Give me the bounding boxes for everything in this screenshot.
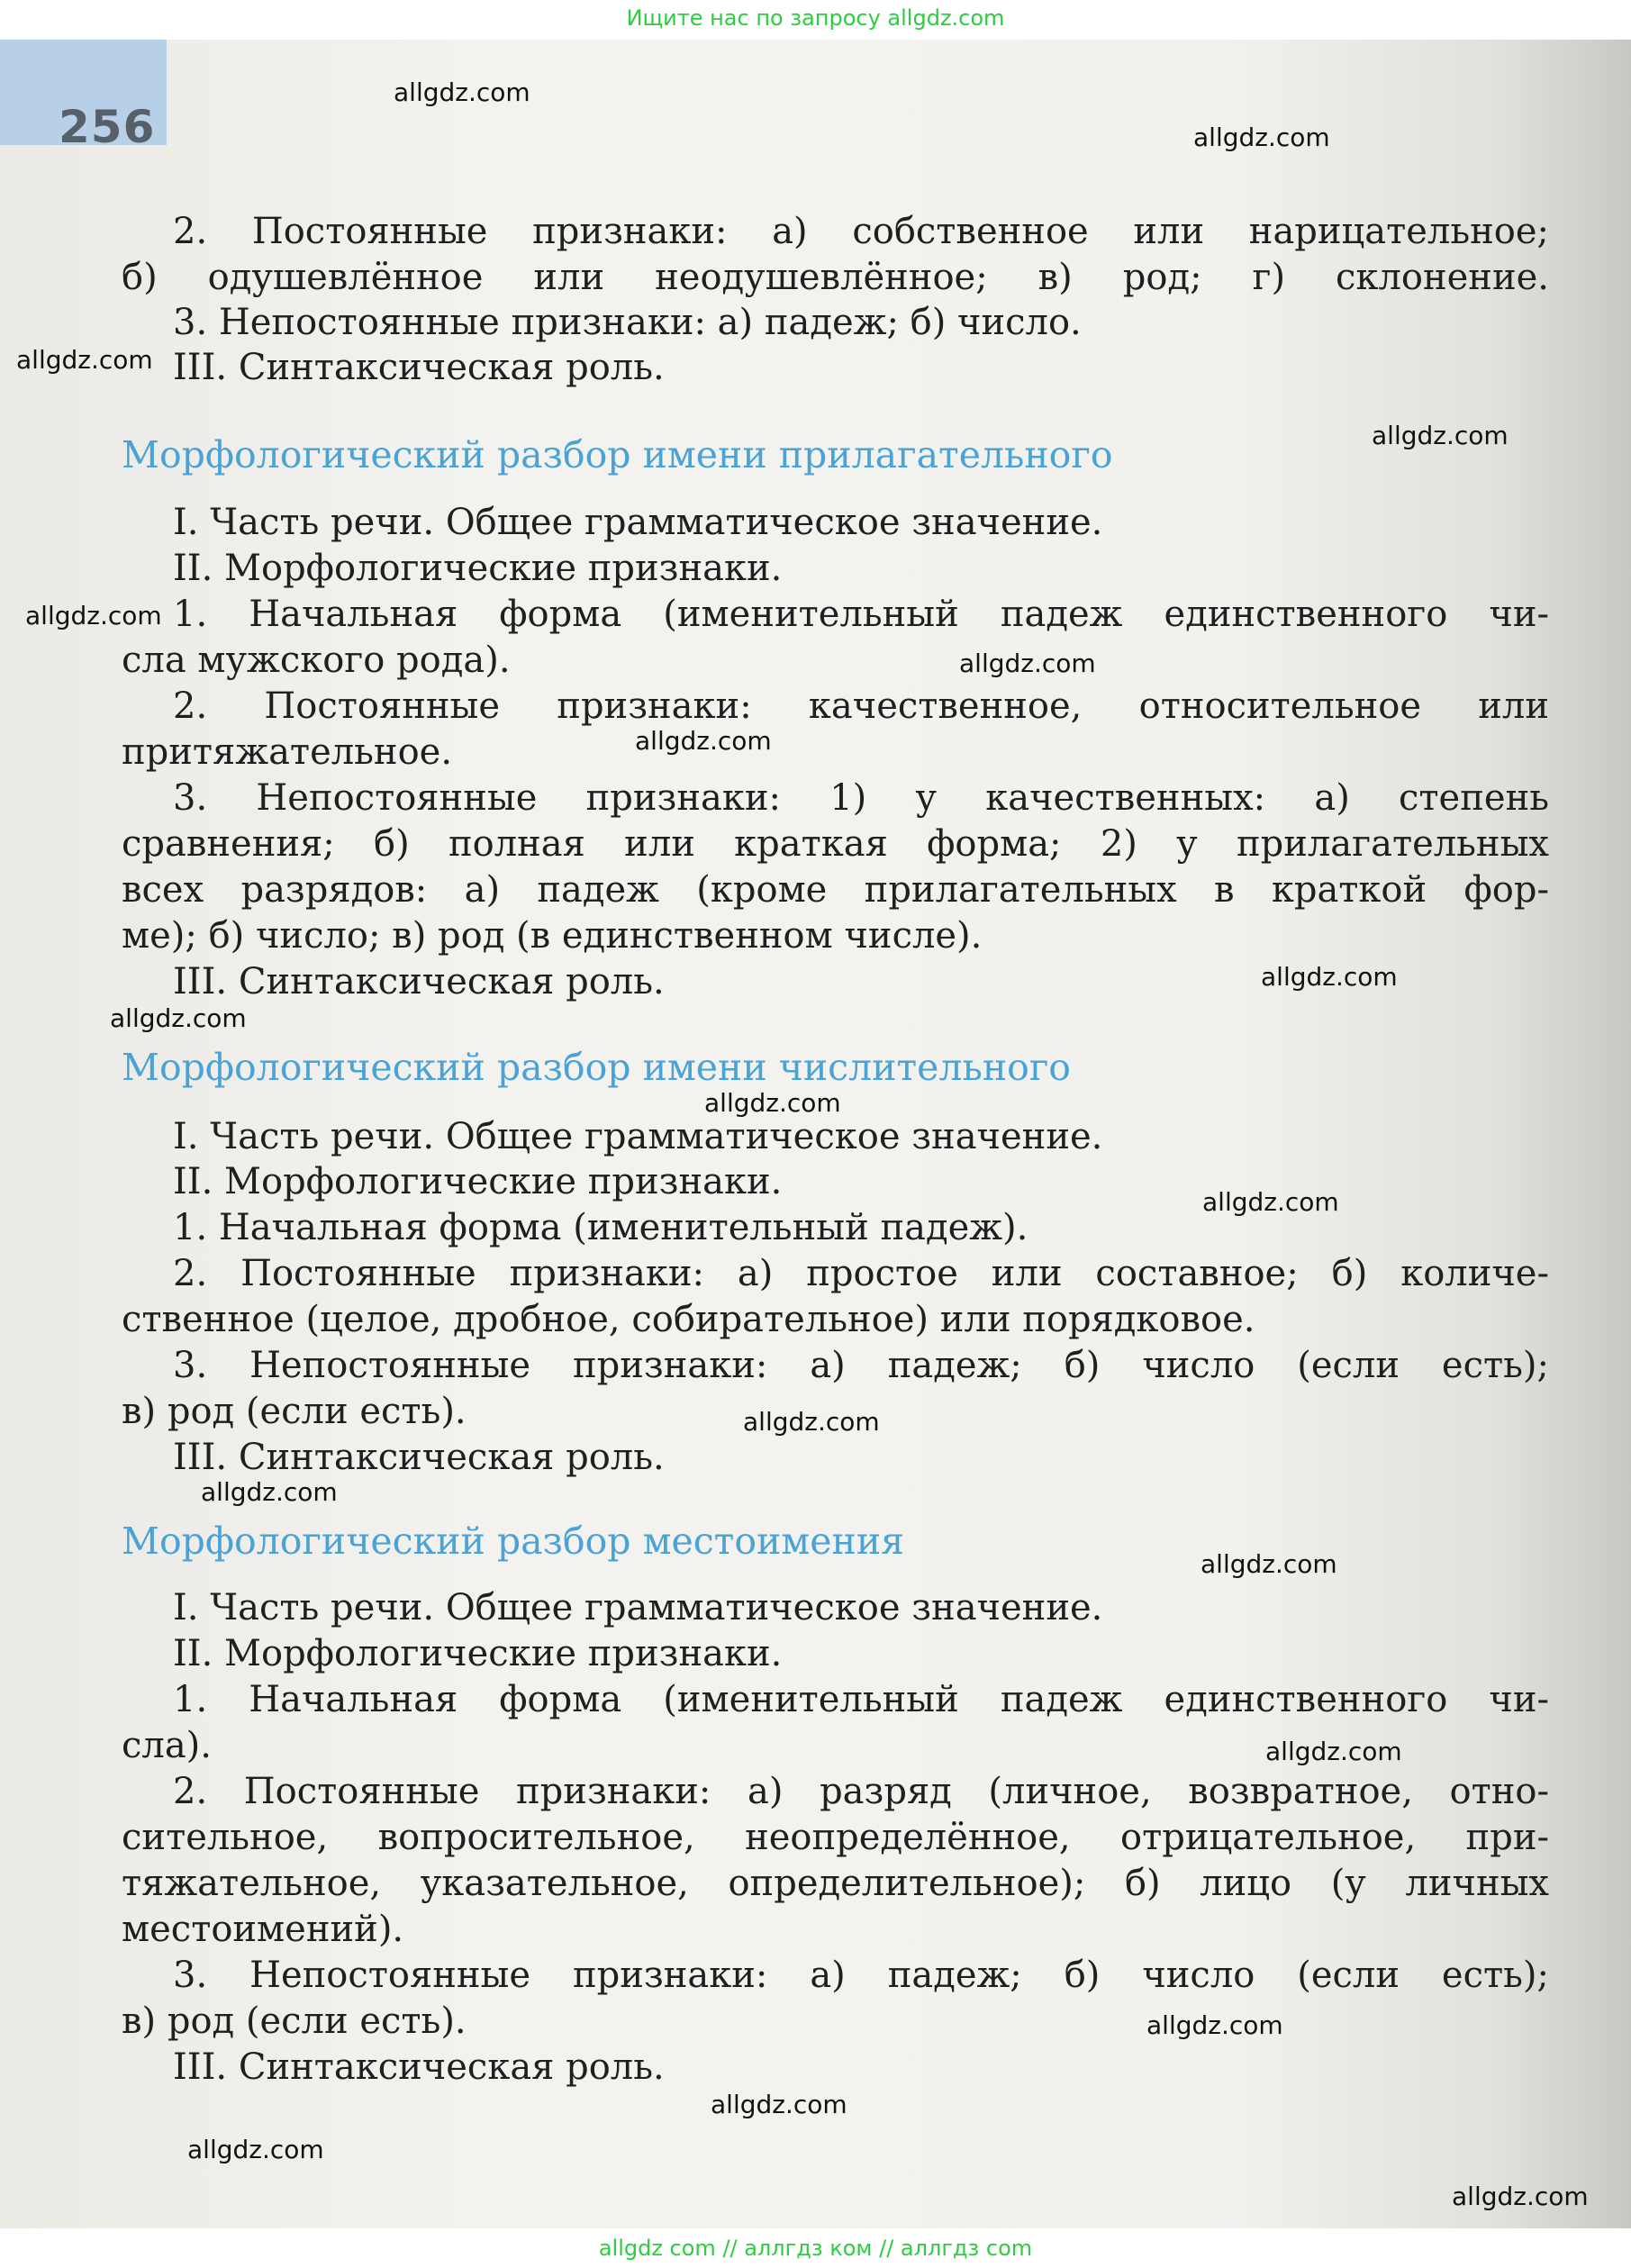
watermark: allgdz.com xyxy=(959,649,1096,678)
text-line: сравнения; б) полная или краткая форма; 2) у прилагательных xyxy=(122,823,1549,865)
top-banner[interactable]: Ищите нас по запросу allgdz.com xyxy=(0,0,1631,40)
text-line: ме); б) число; в) род (в единственном числе). xyxy=(122,915,983,957)
text-line: местоимений). xyxy=(122,1909,404,1950)
text-line: III. Синтаксическая роль. xyxy=(173,1437,665,1478)
page-number: 256 xyxy=(59,101,156,153)
watermark: allgdz.com xyxy=(187,2135,324,2164)
text-line: II. Морфологические признаки. xyxy=(173,1633,783,1674)
text-line: 3. Непостоянные признаки: а) падеж; б) число (если есть); xyxy=(173,1955,1549,1996)
text-line: I. Часть речи. Общее грамматическое значение. xyxy=(173,1116,1103,1157)
text-line: всех разрядов: а) падеж (кроме прилагательных в краткой фор- xyxy=(122,869,1549,911)
text-line: III. Синтаксическая роль. xyxy=(173,2046,665,2088)
section-heading-numeral: Морфологический разбор имени числительного xyxy=(122,1046,1071,1089)
watermark: allgdz.com xyxy=(25,601,162,631)
watermark: allgdz.com xyxy=(1265,1737,1402,1766)
text-line: 3. Непостоянные признаки: 1) у качественных: а) степень xyxy=(173,777,1549,819)
text-line: II. Морфологические признаки. xyxy=(173,1161,783,1202)
text-line: сительное, вопросительное, неопределённое, отрицательное, при- xyxy=(122,1817,1549,1858)
text-line: 3. Непостоянные признаки: а) падеж; б) число (если есть); xyxy=(173,1345,1549,1386)
text-line: 1. Начальная форма (именительный падеж единственного чи- xyxy=(173,1679,1549,1720)
section-heading-adjective: Морфологический разбор имени прилагательного xyxy=(122,433,1113,476)
watermark: allgdz.com xyxy=(1146,2010,1283,2040)
text-line: 2. Постоянные признаки: качественное, относительное или xyxy=(173,685,1549,727)
text-line: ственное (целое, дробное, собирательное) или порядковое. xyxy=(122,1299,1255,1340)
watermark: allgdz.com xyxy=(1201,1549,1337,1579)
text-line: 1. Начальная форма (именительный падеж единственного чи- xyxy=(173,594,1549,635)
text-line: 2. Постоянные признаки: а) собственное или нарицательное; xyxy=(173,211,1549,252)
text-line: в) род (если есть). xyxy=(122,1391,467,1432)
text-line: б) одушевлённое или неодушевлённое; в) род; г) склонение. xyxy=(122,257,1549,298)
watermark: allgdz.com xyxy=(1202,1187,1339,1217)
watermark: allgdz.com xyxy=(110,1003,247,1033)
text-line: III. Синтаксическая роль. xyxy=(173,347,665,388)
text-line: 2. Постоянные признаки: а) простое или составное; б) количе- xyxy=(173,1253,1549,1294)
watermark: allgdz.com xyxy=(711,2090,847,2119)
section-heading-pronoun: Морфологический разбор местоимения xyxy=(122,1520,905,1563)
watermark: allgdz.com xyxy=(635,726,772,756)
watermark: allgdz.com xyxy=(1372,421,1509,450)
text-line: 3. Непостоянные признаки: а) падеж; б) число. xyxy=(173,302,1082,343)
watermark: allgdz.com xyxy=(1193,122,1330,152)
text-line: в) род (если есть). xyxy=(122,2000,467,2042)
text-line: притяжательное. xyxy=(122,731,453,773)
text-line: сла). xyxy=(122,1725,212,1766)
text-line: 1. Начальная форма (именительный падеж). xyxy=(173,1207,1028,1248)
text-line: 2. Постоянные признаки: а) разряд (личное, возвратное, отно- xyxy=(173,1771,1549,1812)
text-line: II. Морфологические признаки. xyxy=(173,548,783,589)
watermark: allgdz.com xyxy=(704,1088,841,1118)
text-line: сла мужского рода). xyxy=(122,640,511,681)
watermark: allgdz.com xyxy=(743,1407,880,1437)
watermark: allgdz.com xyxy=(16,345,153,375)
text-line: тяжательное, указательное, определительное); б) лицо (у личных xyxy=(122,1863,1549,1904)
text-line: I. Часть речи. Общее грамматическое значение. xyxy=(173,1587,1103,1628)
text-line: I. Часть речи. Общее грамматическое значение. xyxy=(173,502,1103,543)
watermark: allgdz.com xyxy=(394,77,530,107)
watermark: allgdz.com xyxy=(1261,962,1398,992)
watermark: allgdz.com xyxy=(1452,2182,1589,2211)
bottom-banner[interactable]: allgdz com // аллгдз ком // аллгдз com xyxy=(0,2228,1631,2268)
text-line: III. Синтаксическая роль. xyxy=(173,961,665,1002)
watermark: allgdz.com xyxy=(201,1477,338,1507)
